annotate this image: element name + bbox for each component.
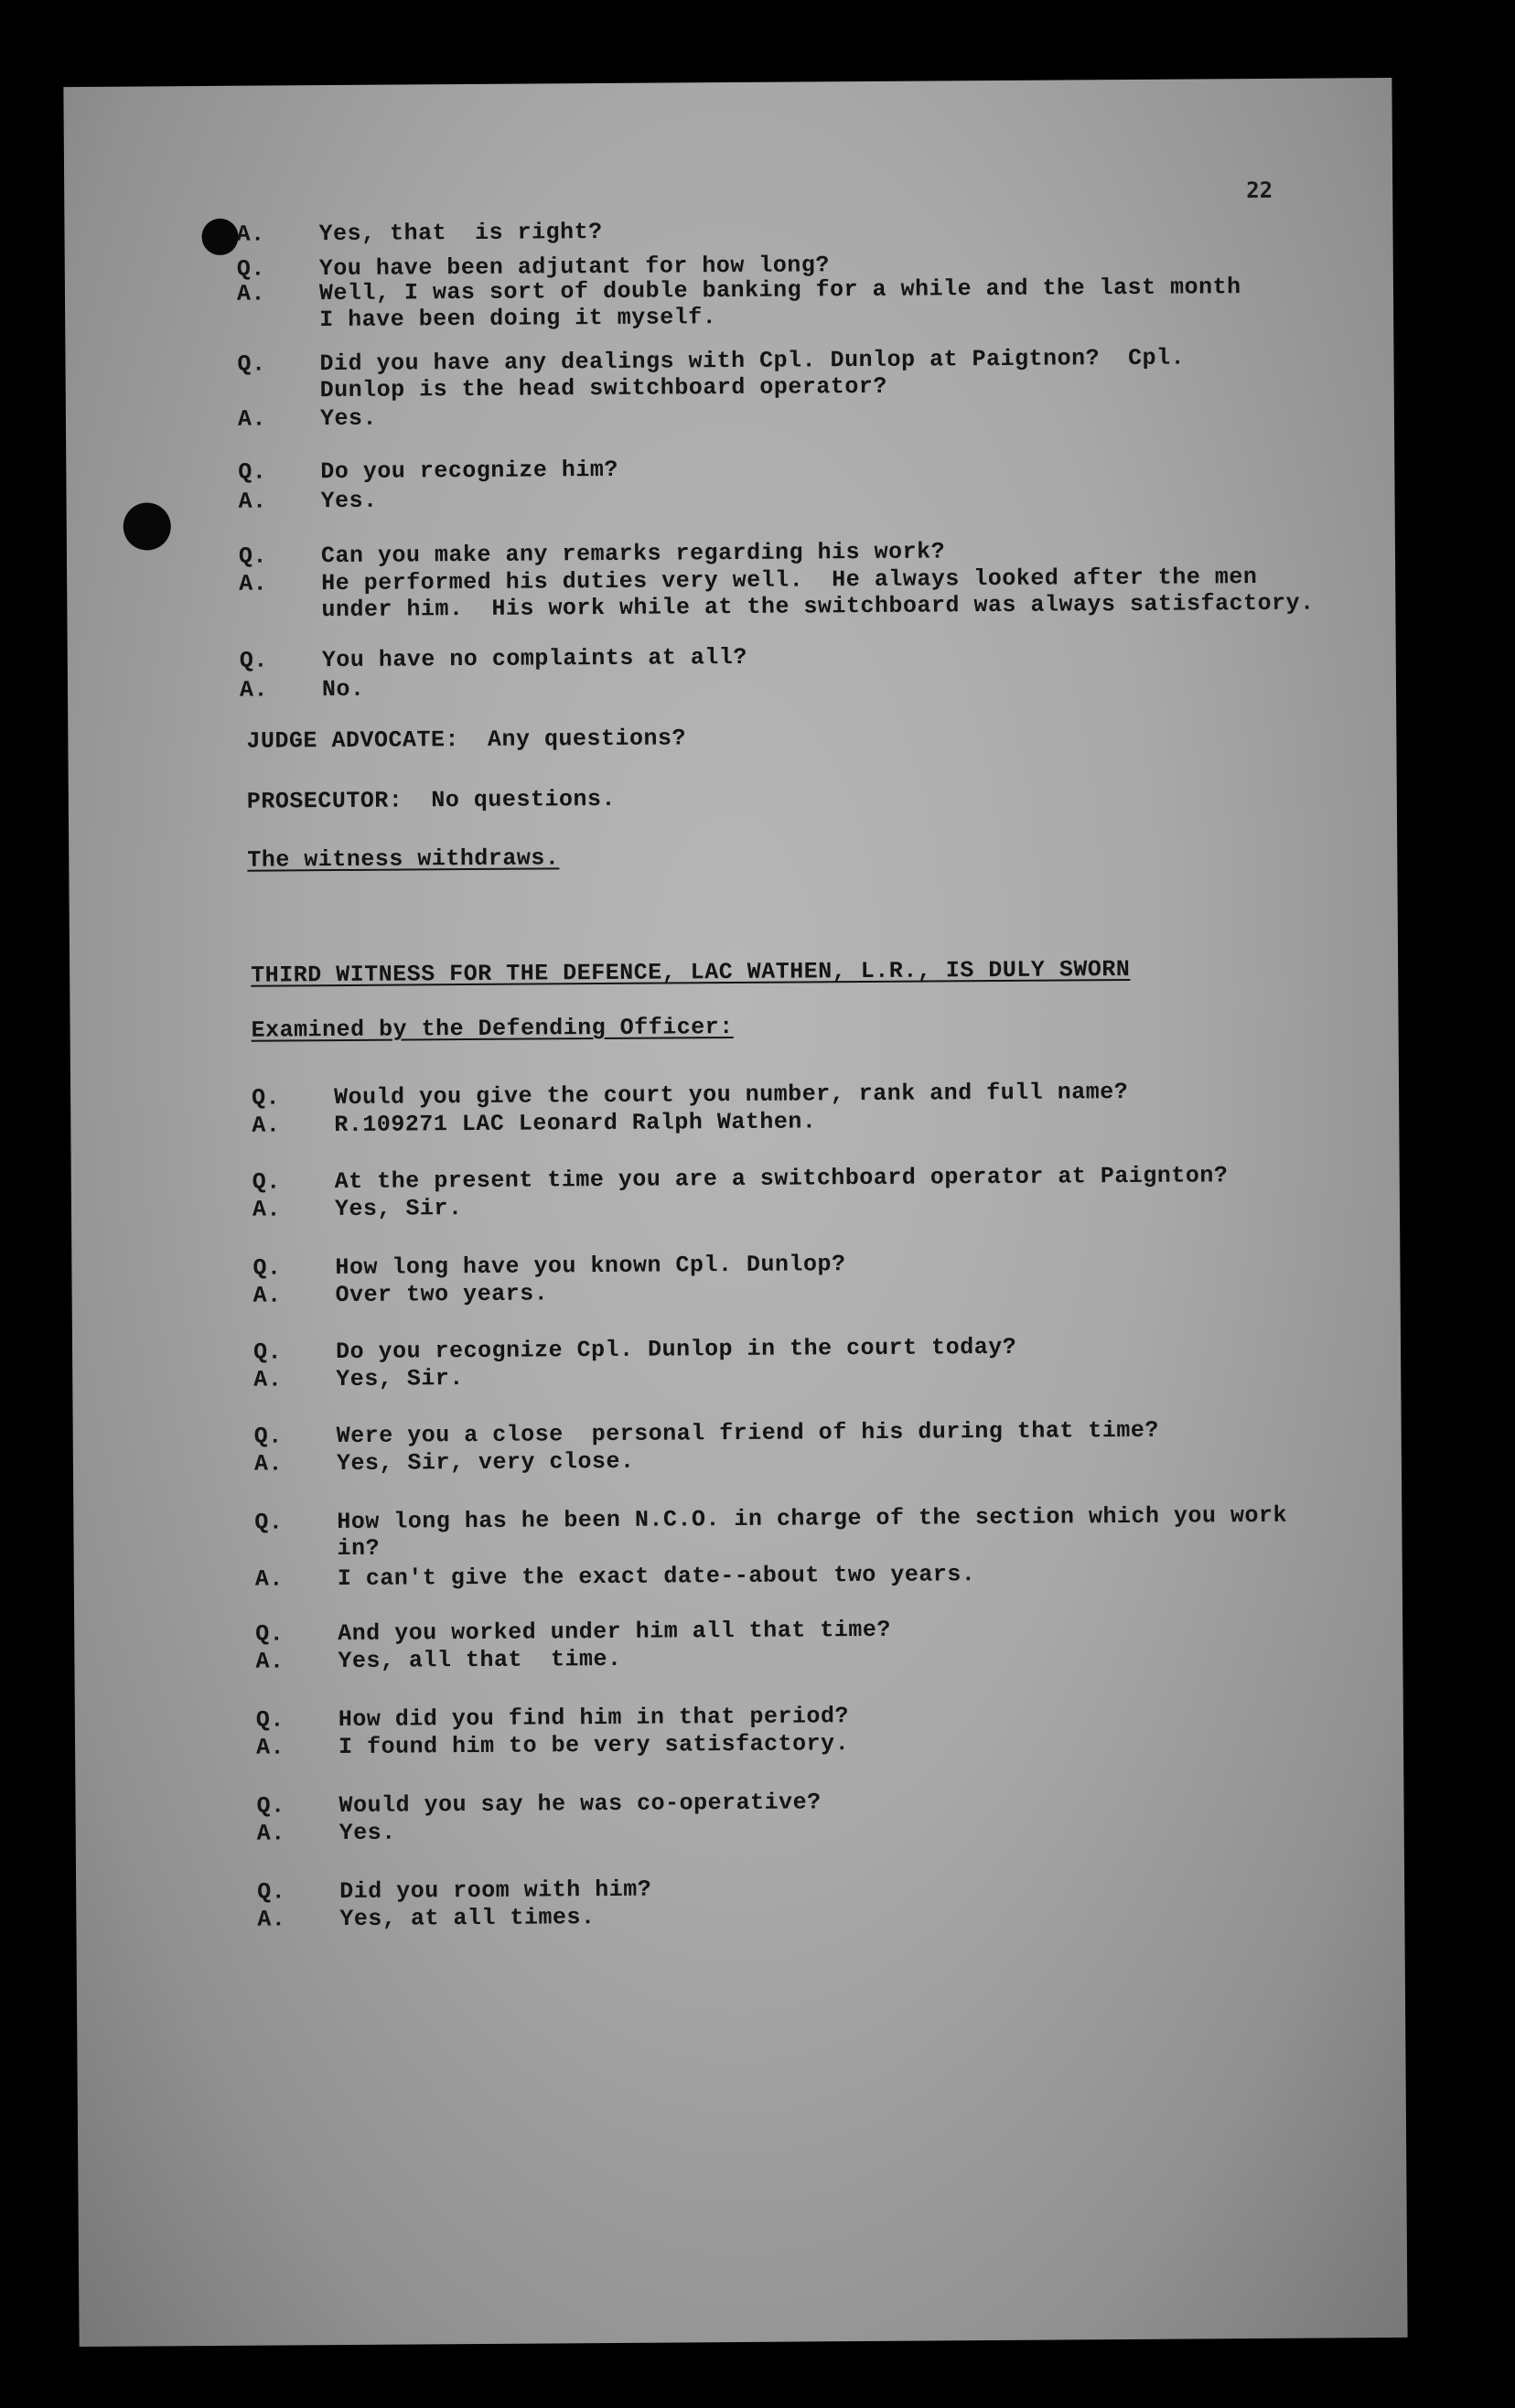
utterance: Yes, Sir. bbox=[336, 1365, 464, 1393]
prosecutor-line: PROSECUTOR: No questions. bbox=[246, 785, 617, 815]
speaker-label: A. bbox=[254, 1565, 284, 1593]
qa-entry bbox=[236, 213, 1352, 248]
speaker-label: Q. bbox=[238, 543, 268, 570]
speaker-label: Q. bbox=[254, 1509, 284, 1536]
utterance: No. bbox=[321, 675, 365, 704]
speaker-label: Q. bbox=[256, 1792, 285, 1820]
qa-entry bbox=[254, 1501, 1370, 1563]
examined-by-heading: Examined by the Defending Officer: bbox=[251, 1014, 734, 1044]
utterance: He performed his duties very well. He always looked after the men under him. His work while at the switchboard was always satisfactory. bbox=[321, 564, 1315, 624]
speaker-label: Q. bbox=[238, 458, 267, 486]
utterance: R.109271 LAC Leonard Ralph Wathen. bbox=[334, 1108, 817, 1139]
utterance: Yes, at all times. bbox=[339, 1904, 596, 1933]
utterance: Over two years. bbox=[335, 1280, 549, 1309]
speaker-label: A. bbox=[256, 1820, 285, 1847]
utterance: How did you find him in that period? bbox=[338, 1703, 850, 1734]
speaker-label: A. bbox=[237, 405, 267, 433]
speaker-label: A. bbox=[253, 1450, 284, 1478]
speaker-label: A. bbox=[255, 1734, 285, 1761]
speaker-label: A. bbox=[253, 1366, 283, 1393]
speaker-label: A. bbox=[257, 1906, 286, 1933]
utterance: Were you a close personal friend of his during that time? bbox=[336, 1416, 1159, 1450]
utterance: Do you recognize Cpl. Dunlop in the court today? bbox=[335, 1333, 1017, 1366]
utterance: And you worked under him all that time? bbox=[338, 1616, 891, 1648]
utterance: Yes, that is right? bbox=[318, 218, 603, 248]
utterance: Would you say he was co-operative? bbox=[338, 1789, 822, 1820]
speaker-label: Q. bbox=[236, 255, 265, 283]
utterance: At the present time you are a switchboard operator at Paignton? bbox=[334, 1162, 1229, 1196]
punch-hole-middle bbox=[124, 502, 171, 550]
utterance: Yes. bbox=[338, 1819, 396, 1847]
utterance: Well, I was sort of double banking for a while and the last month I have been doing it myself. bbox=[318, 274, 1241, 334]
witness-withdraws: The witness withdraws. bbox=[247, 844, 560, 874]
speaker-label: A. bbox=[239, 676, 269, 704]
speaker-label: A. bbox=[239, 570, 268, 597]
qa-entry bbox=[238, 398, 1354, 433]
speaker-label: Q. bbox=[257, 1878, 286, 1906]
utterance: Do you recognize him? bbox=[320, 456, 618, 486]
utterance: Can you make any remarks regarding his work? bbox=[320, 538, 946, 570]
speaker-label: Q. bbox=[252, 1338, 283, 1366]
utterance: How long has he been N.C.O. in charge of the section which you work in? bbox=[337, 1501, 1288, 1563]
speaker-label: A. bbox=[236, 280, 266, 307]
utterance: Yes, all that time. bbox=[338, 1645, 622, 1675]
speaker-label: A. bbox=[236, 220, 265, 248]
qa-entry bbox=[240, 669, 1356, 704]
utterance: I found him to be very satisfactory. bbox=[338, 1730, 850, 1761]
utterance: Yes, Sir, very close. bbox=[336, 1447, 635, 1478]
speaker-label: Q. bbox=[252, 1168, 281, 1196]
speaker-label: Q. bbox=[252, 1084, 281, 1112]
speaker-label: Q. bbox=[237, 350, 266, 378]
speaker-label: Q. bbox=[252, 1254, 282, 1282]
utterance: You have no complaints at all? bbox=[321, 643, 747, 674]
speaker-label: Q. bbox=[255, 1620, 285, 1648]
utterance: How long have you known Cpl. Dunlop? bbox=[335, 1251, 846, 1282]
third-witness-heading: THIRD WITNESS FOR THE DEFENCE, LAC WATHEN, L.R., IS DULY SWORN bbox=[251, 955, 1131, 989]
utterance: You have been adjutant for how long? bbox=[318, 252, 830, 283]
page-number: 22 bbox=[1246, 177, 1273, 204]
qa-entry bbox=[239, 563, 1355, 624]
speaker-label: Q. bbox=[255, 1706, 285, 1734]
speaker-label: A. bbox=[255, 1648, 285, 1675]
qa-entry bbox=[237, 343, 1353, 404]
utterance: I can't give the exact date--about two years. bbox=[337, 1561, 976, 1593]
qa-entry bbox=[255, 1558, 1371, 1593]
utterance: Yes, Sir. bbox=[334, 1195, 463, 1223]
qa-entry bbox=[238, 480, 1354, 515]
qa-entry bbox=[238, 451, 1354, 486]
utterance: Yes. bbox=[320, 487, 378, 515]
speaker-label: A. bbox=[252, 1196, 282, 1223]
speaker-label: A. bbox=[238, 488, 267, 515]
utterance: Did you room with him? bbox=[339, 1876, 652, 1906]
punch-hole-top bbox=[201, 219, 238, 255]
speaker-label: Q. bbox=[253, 1423, 283, 1450]
speaker-label: A. bbox=[252, 1282, 282, 1309]
qa-entry bbox=[237, 273, 1353, 334]
qa-entry bbox=[240, 640, 1356, 674]
judge-advocate-line: JUDGE ADVOCATE: Any questions? bbox=[246, 725, 687, 755]
utterance: Would you give the court you number, rank and full name? bbox=[334, 1079, 1129, 1112]
speaker-label: Q. bbox=[239, 647, 268, 674]
document-page bbox=[63, 78, 1407, 2347]
utterance: Did you have any dealings with Cpl. Dunlop at Paigtnon? Cpl. Dunlop is the head switchboard operator? bbox=[319, 344, 1186, 404]
utterance: Yes. bbox=[319, 404, 378, 433]
speaker-label: A. bbox=[252, 1112, 281, 1139]
